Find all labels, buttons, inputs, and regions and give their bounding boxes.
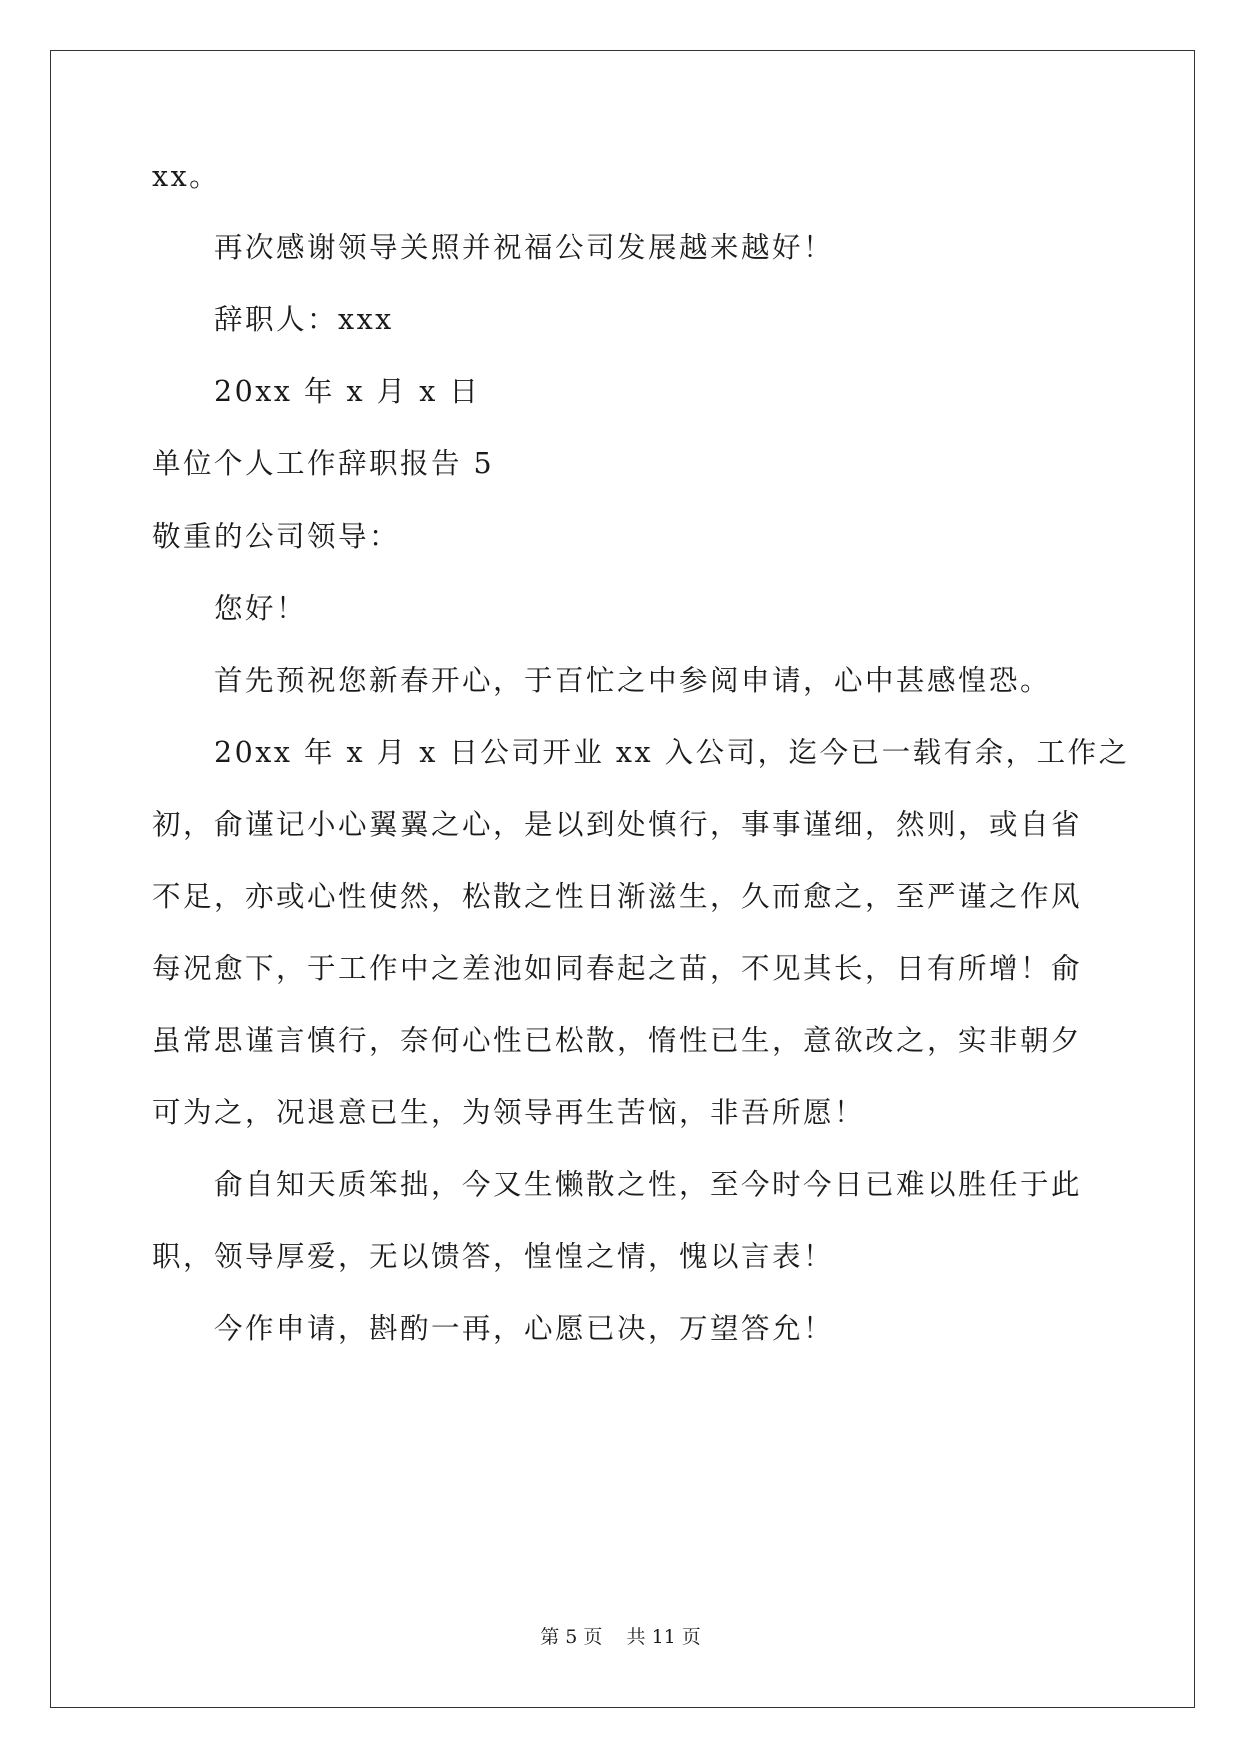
paragraph-line: 每况愈下，于工作中之差池如同春起之苗，不见其长，日有所增！俞	[152, 952, 1083, 985]
page-number-footer: 第 5 页 共 11 页	[540, 1626, 701, 1648]
text-line-closing-fragment: xx。	[152, 160, 221, 193]
text-line-date: 20xx 年 x 月 x 日	[214, 375, 481, 408]
paragraph-line: 不足，亦或心性使然，松散之性日渐滋生，久而愈之，至严谨之作风	[152, 880, 1083, 913]
text-line-thanks: 再次感谢领导关照并祝福公司发展越来越好！	[214, 231, 835, 264]
paragraph-line: 首先预祝您新春开心，于百忙之中参阅申请，心中甚感惶恐。	[214, 664, 1052, 697]
paragraph-line: 今作申请，斟酌一再，心愿已决，万望答允！	[214, 1312, 835, 1345]
greeting: 您好！	[214, 592, 308, 625]
salutation: 敬重的公司领导：	[152, 520, 401, 553]
paragraph-line: 虽常思谨言慎行，奈何心性已松散，惰性已生，意欲改之，实非朝夕	[152, 1024, 1083, 1057]
paragraph-line: 职，领导厚爱，无以馈答，惶惶之情，愧以言表！	[152, 1240, 835, 1273]
text-line-signature: 辞职人：xxx	[214, 303, 394, 336]
paragraph-line: 初，俞谨记小心翼翼之心，是以到处慎行，事事谨细，然则，或自省	[152, 808, 1083, 841]
paragraph-line: 20xx 年 x 月 x 日公司开业 xx 入公司，迄今已一载有余，工作之	[214, 736, 1130, 769]
page-border	[50, 50, 1195, 1708]
paragraph-line: 俞自知天质笨拙，今又生懒散之性，至今时今日已难以胜任于此	[214, 1168, 1083, 1201]
paragraph-line: 可为之，况退意已生，为领导再生苦恼，非吾所愿！	[152, 1096, 866, 1129]
section-title: 单位个人工作辞职报告 5	[152, 447, 495, 480]
